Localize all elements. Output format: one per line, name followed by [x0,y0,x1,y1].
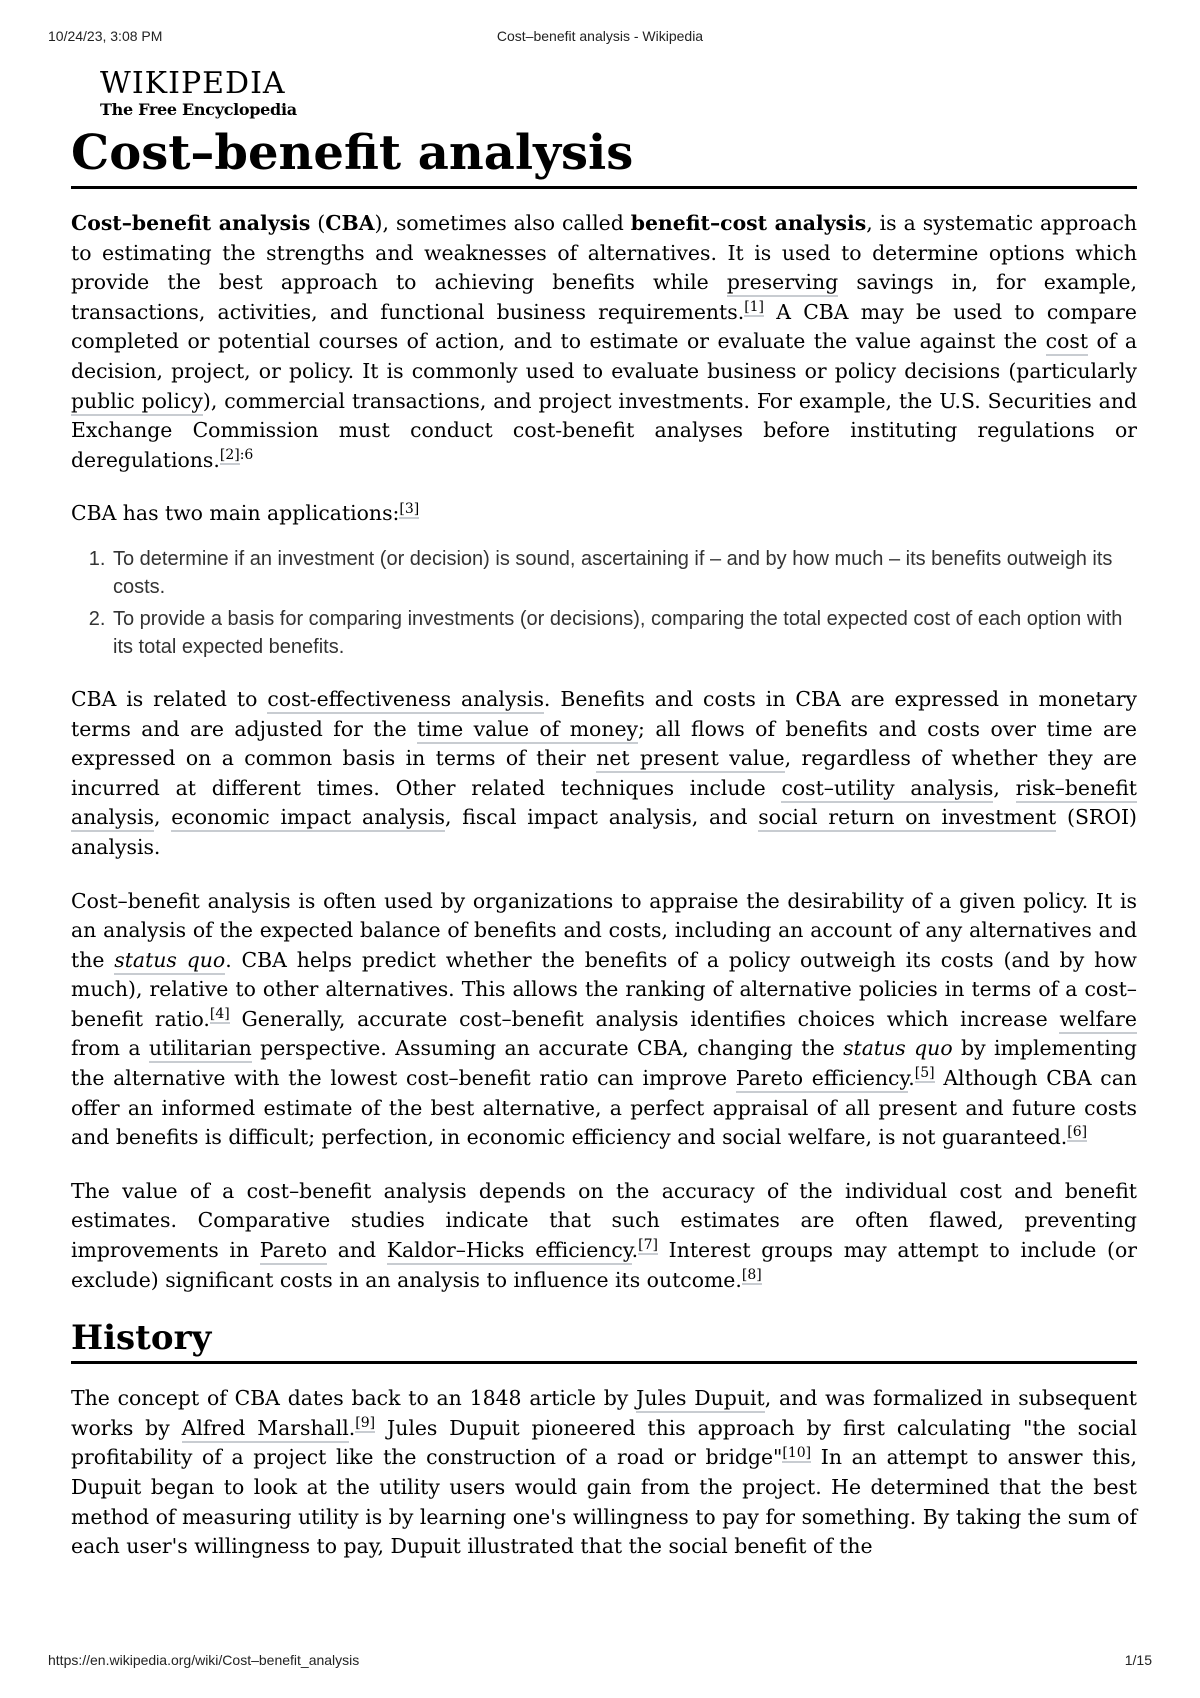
link-time-value-of-money[interactable]: time value of money [417,717,638,744]
citation-page: :6 [239,446,254,463]
citation-1[interactable]: [1] [744,298,765,315]
link-social-return-on-investment[interactable]: social return on investment [758,805,1056,832]
print-datetime: 10/24/23, 3:08 PM [48,28,163,44]
link-utilitarian[interactable]: utilitarian [149,1036,252,1063]
link-alfred-marshall[interactable]: Alfred Marshall [182,1416,349,1443]
link-cost[interactable]: cost [1046,329,1088,356]
wikipedia-logo[interactable] [100,68,297,119]
citation-6[interactable]: [6] [1067,1124,1088,1141]
citation-3[interactable]: [3] [399,500,420,517]
link-kaldor-hicks-efficiency[interactable]: Kaldor–Hicks efficiency [387,1238,632,1265]
link-preserving[interactable]: preserving [727,270,838,297]
link-cost-effectiveness-analysis[interactable]: cost-effectiveness analysis [267,687,544,714]
article-content [71,124,1137,1562]
citation-5[interactable]: [5] [914,1065,935,1082]
list-item: 2. To provide a basis for comparing investments (or decisions), comparing the total expected cost of each option with its total expected benefits. [111,605,1137,661]
link-pareto[interactable]: Pareto [260,1238,327,1265]
citation-4[interactable]: [4] [209,1006,230,1023]
accuracy-paragraph: The value of a cost–benefit analysis depends on the accuracy of the individual cost and benefit estimates. Comparative studies indicate that such estimates are often flawed, preventing improvements in Pareto and Kaldor–Hicks efficiency.[7] Interest groups may attempt to include (or exclude) significant costs in an analysis to influence its outcome.[8] [71,1178,1137,1292]
logo-tagline: The Free Encyclopedia [100,100,297,119]
print-page-title: Cost–benefit analysis - Wikipedia [496,28,704,44]
link-risk-benefit-analysis[interactable]: risk–benefit analysis [71,776,1137,833]
link-jules-dupuit[interactable]: Jules Dupuit [636,1386,765,1413]
print-page-number: 1/15 [1124,1652,1152,1668]
desirability-paragraph: Cost–benefit analysis is often used by organizations to appraise the desirability of a given policy. It is an analysis of the expected balance of benefits and costs, including an account of any alternatives and the status quo. CBA helps predict whether the benefits of a policy outweigh its costs (and by how much), relative to other alternatives. This allows the ranking of alternative policies in terms of a cost–benefit ratio.[4] Generally, accurate cost–benefit analysis identifies choices which increase welfare from a utilitarian perspective. Assuming an accurate CBA, changing the status quo by implementing the alternative with the lowest cost–benefit ratio can improve Pareto efficiency.[5] Although CBA can offer an informed estimate of the best alternative, a perfect appraisal of all present and future costs and benefits is difficult; perfection, in economic efficiency and social welfare, is not guaranteed.[6] [71,888,1137,1150]
logo-wordmark: WIKIPEDIA [100,66,286,101]
related-techniques-paragraph: CBA is related to cost-effectiveness analysis. Benefits and costs in CBA are expressed in monetary terms and are adjusted for the time value of money; all flows of benefits and costs over time are expressed on a common basis in terms of their net present value, regardless of whether they are incurred at different times. Other related techniques include cost–utility analysis, risk–benefit analysis, economic impact analysis, fiscal impact analysis, and social return on investment (SROI) analysis. [71,686,1138,859]
applications-intro: CBA has two main applications:[3] [71,500,420,526]
italic-status-quo: status quo [843,1036,953,1061]
link-welfare[interactable]: welfare [1059,1007,1137,1034]
link-public-policy[interactable]: public policy [71,389,203,416]
link-economic-impact-analysis[interactable]: economic impact analysis [171,805,445,832]
citation-8[interactable]: [8] [741,1266,762,1283]
citation-9[interactable]: [9] [355,1415,376,1432]
link-status-quo[interactable]: status quo [114,948,225,975]
link-cost-utility-analysis[interactable]: cost–utility analysis [781,776,993,803]
applications-list [71,545,1137,661]
link-net-present-value[interactable]: net present value [596,746,784,773]
bold-term: Cost–benefit analysis [71,211,311,235]
print-footer [48,1652,1152,1672]
print-header [48,28,1152,48]
link-pareto-efficiency[interactable]: Pareto efficiency [736,1066,908,1093]
citation-10[interactable]: [10] [782,1444,812,1461]
print-url: https://en.wikipedia.org/wiki/Cost–benefit_analysis [48,1652,360,1668]
section-heading-history: History [71,1317,1137,1364]
page-title: Cost–benefit analysis [71,124,1137,189]
list-item: 1. To determine if an investment (or decision) is sound, ascertaining if – and by how much – its benefits outweigh its costs. [111,545,1137,601]
intro-paragraph: Cost–benefit analysis (CBA), sometimes also called benefit–cost analysis, is a systematic approach to estimating the strengths and weaknesses of alternatives. It is used to determine options which provide the best approach to achieving benefits while preserving savings in, for example, transactions, activities, and functional business requirements.[1] A CBA may be used to compare completed or potential courses of action, and to estimate or evaluate the value against the cost of a decision, project, or policy. It is commonly used to evaluate business or policy decisions (particularly public policy), commercial transactions, and project investments. For example, the U.S. Securities and Exchange Commission must conduct cost-benefit analyses before instituting regulations or deregulations.$^{[2]:6}$ [71,211,1138,472]
citation-2[interactable]: [2] [219,446,240,463]
bold-term: CBA [325,211,375,235]
history-paragraph: The concept of CBA dates back to an 1848 article by Jules Dupuit, and was formalized in subsequent works by Alfred Marshall.[9] Jules Dupuit pioneered this approach by first calculating "the social profitability of a project like the construction of a road or bridge"[10] In an attempt to answer this, Dupuit began to look at the utility users would gain from the project. He determined that the best method of measuring utility is by learning one's willingness to pay for something. By taking the sum of each user's willingness to pay, Dupuit illustrated that the social benefit of the [71,1386,1137,1559]
bold-term: benefit–cost analysis [630,211,867,235]
citation-7[interactable]: [7] [638,1237,658,1254]
